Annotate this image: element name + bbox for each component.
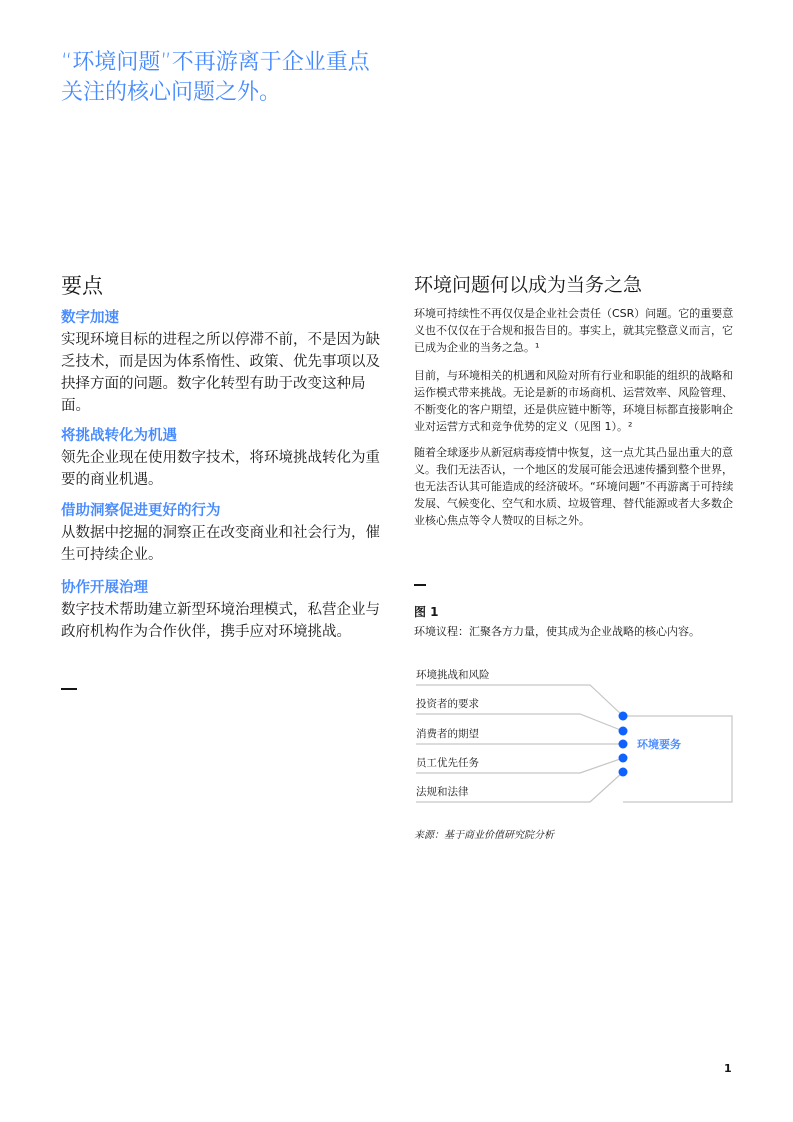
key-point-challenges-to-opportunities: [61, 425, 383, 491]
node-dot: [619, 727, 628, 736]
key-point-body: 领先企业现在使用数字技术，将环境挑战转化为重要的商业机遇。: [61, 450, 380, 488]
node-dot: [619, 768, 628, 777]
convergence-diagram: [400, 660, 740, 810]
figure-label: 图 1: [414, 605, 439, 619]
key-points-heading: 要点: [61, 274, 103, 298]
hub-frame: [623, 716, 732, 802]
section-divider: [61, 688, 77, 690]
key-point-body: 实现环境目标的进程之所以停滞不前，不是因为缺乏技术，而是因为体系惰性、政策、优先事项以及抉择方面的问题。数字化转型有助于改变这种局面。: [61, 332, 380, 414]
input-label: 环境挑战和风险: [416, 669, 490, 681]
key-point-insights-behavior: [61, 500, 383, 566]
key-point-digital-acceleration: [61, 307, 383, 417]
hub-label: 环境要务: [637, 738, 681, 751]
figure-source: 来源：基于商业价值研究院分析: [414, 830, 554, 841]
figure-divider: [414, 584, 426, 586]
key-point-title: 借助洞察促进更好的行为: [61, 502, 221, 519]
key-point-title: 协作开展治理: [61, 579, 148, 596]
figure-caption: 环境议程：汇聚各方力量，使其成为企业战略的核心内容。: [414, 625, 700, 638]
node-dot: [619, 712, 628, 721]
key-point-title: 将挑战转化为机遇: [61, 427, 177, 444]
main-heading: 环境问题何以成为当务之急: [414, 274, 643, 296]
key-point-body: 数字技术帮助建立新型环境治理模式，私营企业与政府机构作为合作伙伴，携手应对环境挑战。: [61, 602, 380, 640]
input-label: 法规和法律: [416, 786, 469, 798]
body-paragraph: 目前，与环境相关的机遇和风险对所有行业和职能的组织的战略和运作模式带来挑战。无论是新的市场商机、运营效率、风险管理、不断变化的客户期望，还是供应链中断等，环境目标都直接影响企业对运营方式和竞争优势的定义（见图 1）。²: [414, 369, 733, 433]
node-dot: [619, 740, 628, 749]
pull-quote: “环境问题”不再游离于企业重点关注的核心问题之外。: [61, 50, 370, 105]
node-dot: [619, 754, 628, 763]
key-point-title: 数字加速: [61, 309, 119, 326]
page-number: 1: [724, 1062, 732, 1075]
key-point-body: 从数据中挖掘的洞察正在改变商业和社会行为，催生可持续企业。: [61, 525, 380, 563]
body-paragraph: 随着全球逐步从新冠病毒疫情中恢复，这一点尤其凸显出重大的意义。我们无法否认，一个地区的发展可能会迅速传播到整个世界，也无法否认其可能造成的经济破坏。“环境问题”不再游离于可持续发展、气候变化、空气和水质、垃圾管理、替代能源或者大多数企业核心焦点等令人赞叹的目标之外。: [414, 446, 734, 527]
input-label: 员工优先任务: [416, 757, 479, 769]
body-paragraph: 环境可持续性不再仅仅是企业社会责任（CSR）问题。它的重要意义也不仅仅在于合规和报告目的。事实上，就其完整意义而言，它已成为企业的当务之急。¹: [414, 307, 734, 354]
key-point-collaborative-governance: [61, 577, 383, 643]
input-label: 投资者的要求: [416, 698, 479, 710]
input-label: 消费者的期望: [416, 728, 479, 740]
